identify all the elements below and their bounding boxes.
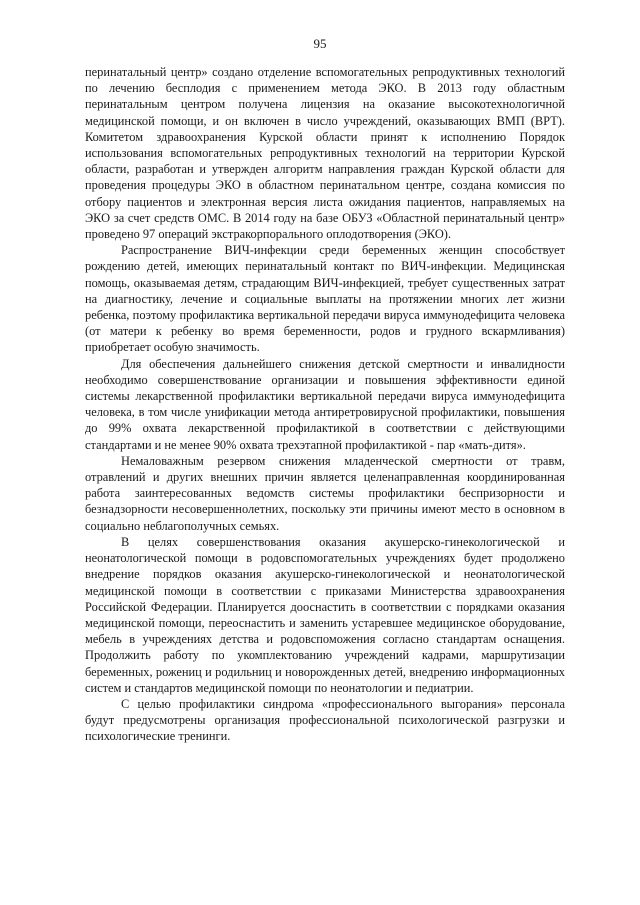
page-number: 95 — [313, 36, 327, 51]
paragraph-child-mortality: Для обеспечения дальнейшего снижения детской смертности и инвалидности необходимо совершенствование организации и повышения эффективности единой системы лекарственной профилактики вертикальной передачи вируса иммунодефицита человека, в том числе унификации метода антиретровирусной профилактики, повышения до 99% охвата лекарственной профилактикой в соответствии с действующими стандартами и не менее 90% охвата трехэтапной профилактикой - пар «мать-дитя». — [85, 356, 565, 452]
body-text — [85, 64, 565, 745]
paragraph-obstetric-care: В целях совершенствования оказания акушерско-гинекологической и неонатологической помощи в родовспомогательных учреждениях будет продолжено внедрение порядков оказания акушерско-гинекологической и неонатологической медицинской помощи в соответствии с приказами Министерства здравоохранения Российской Федерации. Планируется дооснастить в соответствии с порядками оказания медицинской помощи, переоснастить и заменить устаревшее медицинское оборудование, мебель в учреждениях детства и родовспоможения согласно стандартам оснащения. Продолжить работу по укомплектованию учреждений кадрами, маршрутизации беременных, рожениц и родильниц и новорожденных детей, внедрению информационных систем и стандартов медицинской помощи по неонатологии и педиатрии. — [85, 534, 565, 695]
paragraph-injury-prevention: Немаловажным резервом снижения младенческой смертности от травм, отравлений и других внешних причин является целенаправленная координированная работа заинтересованных ведомств системы профилактики беспризорности и безнадзорности несовершеннолетних, поскольку эти причины имеют место в основном в социально неблагополучных семьях. — [85, 453, 565, 533]
paragraph-burnout-prevention: С целью профилактики синдрома «профессионального выгорания» персонала будут предусмотрены организация профессиональной психологической разгрузки и психологические тренинги. — [85, 696, 565, 744]
paragraph-hiv-pregnant: Распространение ВИЧ-инфекции среди беременных женщин способствует рождению детей, имеющих перинатальный контакт по ВИЧ-инфекции. Медицинская помощь, оказываемая детям, страдающим ВИЧ-инфекцией, требует существенных затрат на диагностику, лечение и социальные выплаты на протяжении многих лет жизни ребенка, поэтому профилактика вертикальной передачи вируса иммунодефицита человека (от матери к ребенку во время беременности, родов и грудного вскармливания) приобретает особую значимость. — [85, 243, 565, 355]
paragraph-ivf-center: перинатальный центр» создано отделение вспомогательных репродуктивных технологий по лечению бесплодия с применением метода ЭКО. В 2013 году областным перинатальным центром получена лицензия на оказание высокотехнологичной медицинской помощи, и он включен в число учреждений, оказывающих ВМП (ВРТ). Комитетом здравоохранения Курской области принят к исполнению Порядок использования вспомогательных репродуктивных технологий на территории Курской области, разработан и утвержден алгоритм направления граждан Курской области для проведения процедуры ЭКО в областном перинатальном центре, создана комиссия по отбору пациентов и электронная версия листа ожидания пациентов, направляемых на ЭКО за счет средств ОМС. В 2014 году на базе ОБУЗ «Областной перинатальный центр» проведено 97 операций экстракорпорального оплодотворения (ЭКО). — [85, 65, 565, 242]
